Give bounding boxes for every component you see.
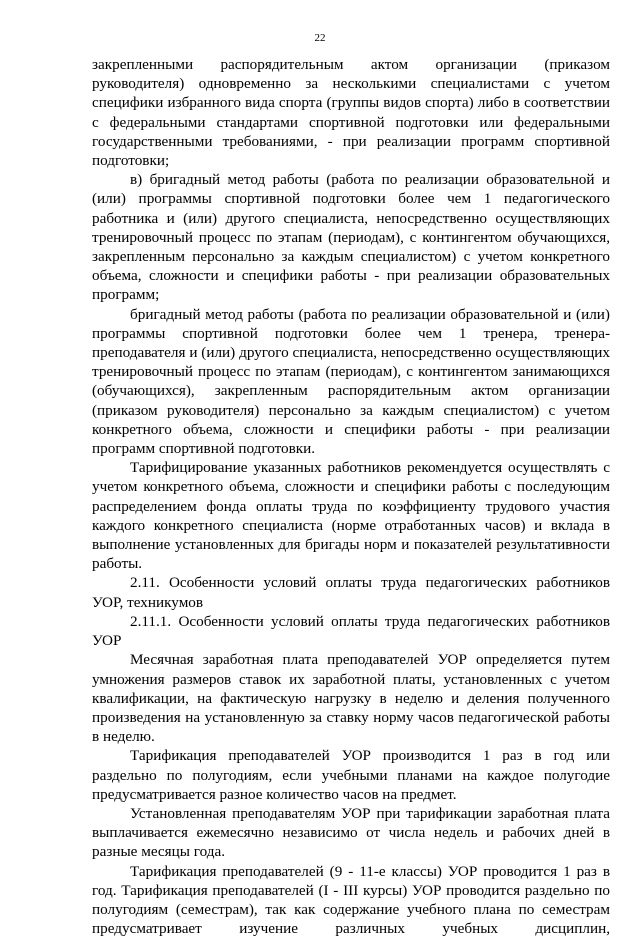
paragraph-brigade-method-education: в) бригадный метод работы (работа по реализации образовательной и (или) программы спортивной подготовки более чем 1 педагогического работника и (или) другого специалиста, непосредственно осуществляющих тренировочный процесс по этапам (периодам), с контингентом обучающихся, закрепленным персонально за каждым специалистом) с учетом конкретного объема, сложности и специфики работы - при реализации образовательных программ;: [92, 171, 610, 304]
section-heading-2-11-1: 2.11.1. Особенности условий оплаты труда педагогических работников УОР: [92, 612, 610, 650]
paragraph-monthly-salary: Месячная заработная плата преподавателей УОР определяется путем умножения размеров ставок их заработной платы, установленных с учетом квалификации, на фактическую нагрузку в неделю и деления полученного произведения на установленную за ставку норму часов педагогической работы в неделю.: [92, 651, 610, 746]
paragraph-tariffing: Тарифицирование указанных работников рекомендуется осуществлять с учетом конкретного объема, сложности и специфики работы с последующим распределением фонда оплаты труда по коэффициенту трудового участия каждого конкретного специалиста (норме отработанных часов) и вклада в выполнение установленных для бригады норм и показателей результативности работы.: [92, 459, 610, 573]
paragraph-tariffing-frequency: Тарификация преподавателей УОР производится 1 раз в год или раздельно по полугодиям, если учебными планами на каждое полугодие предусматривается разное количество часов на предмет.: [92, 747, 610, 803]
page-number: 22: [314, 32, 326, 44]
paragraph-brigade-method-sport: бригадный метод работы (работа по реализации образовательной и (или) программы спортивной подготовки более чем 1 тренера, тренера-преподавателя и (или) другого специалиста, непосредственно осуществляющих тренировочный процесс по этапам (периодам), с контингентом занимающихся (обучающихся), закрепленным распорядительным актом организации (приказом руководителя) персонально за каждым специалистом) с учетом конкретного объема, сложности и специфики работы - при реализации программ спортивной подготовки.: [92, 305, 610, 458]
paragraph-tariffing-classes: Тарификация преподавателей (9 - 11-е классы) УОР проводится 1 раз в год. Тарификация преподавателей (I - III курсы) УОР проводится раздельно по полугодиям (семестрам), так как содержание учебного плана по семестрам предусматривает изучение различных учебных дисциплин,: [92, 862, 610, 938]
document-body: [92, 55, 610, 938]
section-heading-2-11: 2.11. Особенности условий оплаты труда педагогических работников УОР, техникумов: [92, 574, 610, 611]
paragraph-continuation: закрепленными распорядительным актом организации (приказом руководителя) одновременно за несколькими специалистами с учетом специфики избранного вида спорта (группы видов спорта) либо в соответствии с федеральными стандартами спортивной подготовки или федеральными государственными требованиями, - при реализации программ спортивной подготовки;: [92, 56, 610, 170]
paragraph-monthly-payment: Установленная преподавателям УОР при тарификации заработная плата выплачивается ежемесячно независимо от числа недель и рабочих дней в разные месяцы года.: [92, 804, 610, 861]
